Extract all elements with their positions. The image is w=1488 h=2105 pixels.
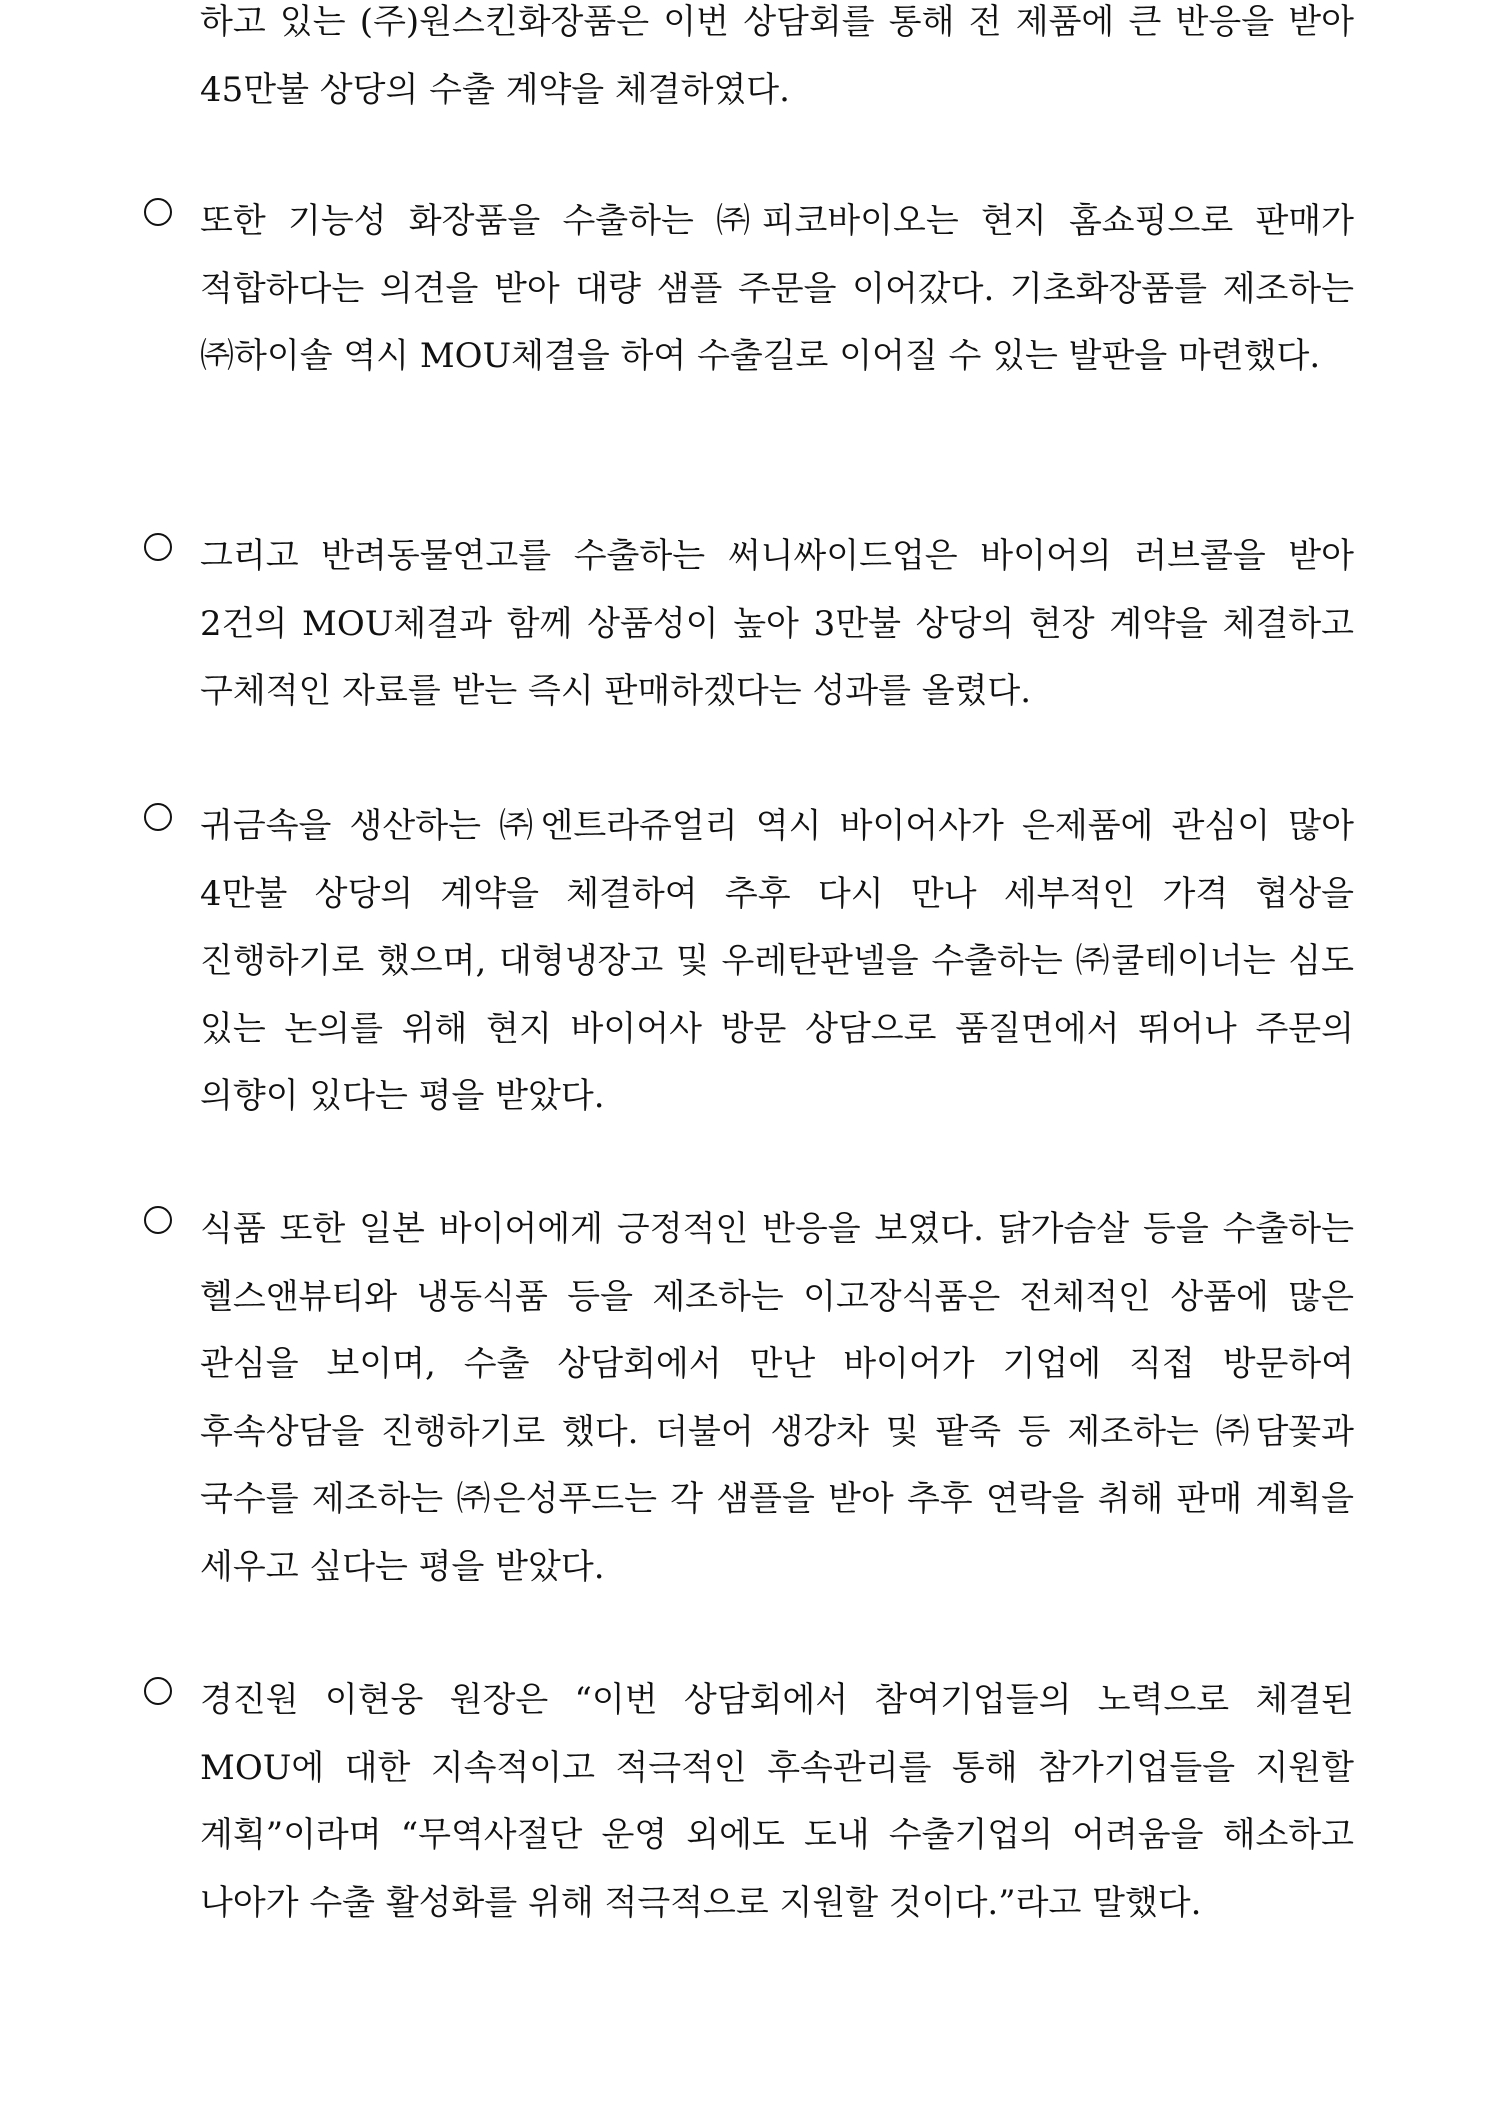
paragraph-item bbox=[144, 523, 1354, 726]
circle-bullet-icon bbox=[144, 1677, 172, 1705]
paragraph-text: 하고 있는 (주)원스킨화장품은 이번 상담회를 통해 전 제품에 큰 반응을 받아 45만불 상당의 수출 계약을 체결하였다. bbox=[200, 2, 1354, 110]
paragraph-text: 귀금속을 생산하는 ㈜엔트라쥬얼리 역시 바이어사가 은제품에 관심이 많아 4만불 상당의 계약을 체결하여 추후 다시 만나 세부적인 가격 협상을 진행하기로 했으며, 대형냉장고 및 우레탄판넬을 수출하는 ㈜쿨테이너는 심도 있는 논의를 위해 현지 바이어사 방문 상담으로 품질면에서 뛰어나 주문의 의향이 있다는 평을 받았다. bbox=[200, 806, 1354, 1116]
circle-bullet-icon bbox=[144, 803, 172, 831]
paragraph-item bbox=[144, 1667, 1354, 1937]
circle-bullet-icon bbox=[144, 533, 172, 561]
paragraph-item bbox=[144, 188, 1354, 391]
paragraph-text: 경진원 이현웅 원장은 “이번 상담회에서 참여기업들의 노력으로 체결된 MOU에 대한 지속적이고 적극적인 후속관리를 통해 참가기업들을 지원할 계획”이라며 “무역사절단 운영 외에도 도내 수출기업의 어려움을 해소하고 나아가 수출 활성화를 위해 적극적으로 지원할 것이다.”라고 말했다. bbox=[200, 1680, 1354, 1923]
paragraph-item bbox=[144, 1196, 1354, 1601]
paragraph-item bbox=[144, 793, 1354, 1131]
paragraph-text: 식품 또한 일본 바이어에게 긍정적인 반응을 보였다. 닭가슴살 등을 수출하는 헬스앤뷰티와 냉동식품 등을 제조하는 이고장식품은 전체적인 상품에 많은 관심을 보이며, 수출 상담회에서 만난 바이어가 기업에 직접 방문하여 후속상담을 진행하기로 했다. 더불어 생강차 및 팥죽 등 제조하는 ㈜담꽃과 국수를 제조하는 ㈜은성푸드는 각 샘플을 받아 추후 연락을 취해 판매 계획을 세우고 싶다는 평을 받았다. bbox=[200, 1209, 1354, 1587]
paragraph-text: 그리고 반려동물연고를 수출하는 써니싸이드업은 바이어의 러브콜을 받아 2건의 MOU체결과 함께 상품성이 높아 3만불 상당의 현장 계약을 체결하고 구체적인 자료를 받는 즉시 판매하겠다는 성과를 올렸다. bbox=[200, 536, 1354, 711]
paragraph-continuation bbox=[144, 0, 1354, 124]
circle-bullet-icon bbox=[144, 198, 172, 226]
paragraph-text: 또한 기능성 화장품을 수출하는 ㈜피코바이오는 현지 홈쇼핑으로 판매가 적합하다는 의견을 받아 대량 샘플 주문을 이어갔다. 기초화장품를 제조하는 ㈜하이솔 역시 MOU체결을 하여 수출길로 이어질 수 있는 발판을 마련했다. bbox=[200, 201, 1354, 376]
circle-bullet-icon bbox=[144, 1206, 172, 1234]
